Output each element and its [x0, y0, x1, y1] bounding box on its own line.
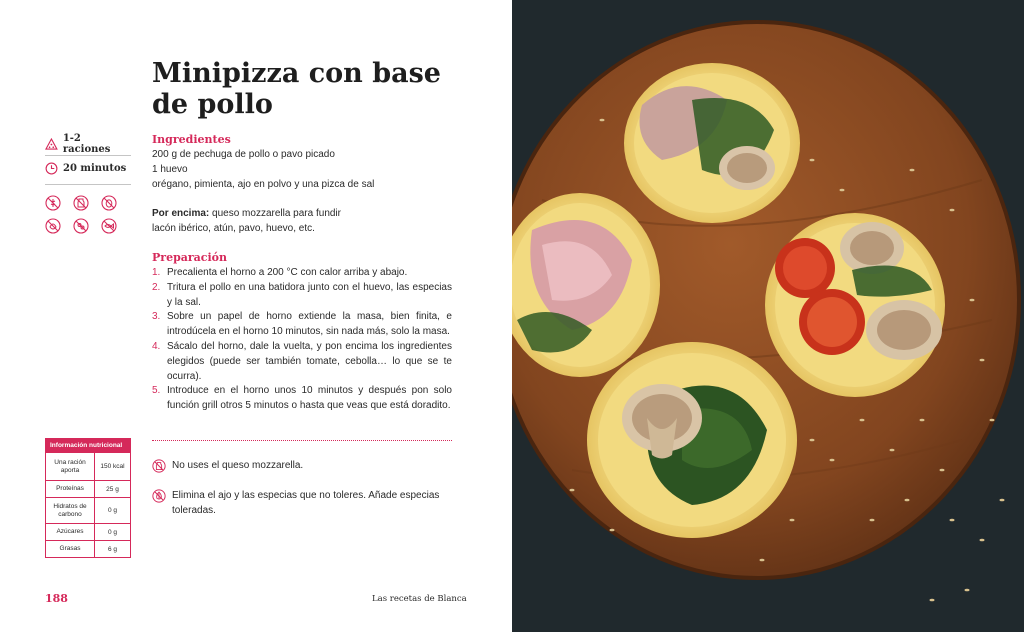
pizza-mushroom [587, 342, 797, 538]
step-number: 4. [152, 340, 161, 352]
time-label: 20 minutos [63, 163, 127, 174]
page-number: 188 [45, 592, 68, 605]
step-text: Tritura el pollo en una batidora junto con el huevo, las especias y la sal. [167, 281, 452, 308]
step-number: 2. [152, 281, 161, 293]
recipe-photo [512, 0, 1024, 632]
no-lactose-icon [73, 195, 89, 211]
tip-text: Elimina el ajo y las especias que no toleres. Añade especias toleradas. [172, 490, 440, 516]
topping-label: Por encima: [152, 208, 210, 219]
step-item [152, 266, 452, 281]
recipe-title [152, 58, 482, 120]
preparation-steps [152, 266, 452, 414]
step-text: Precalienta el horno a 200 °C con calor arriba y abajo. [167, 267, 408, 278]
recipe-title-line-1: Minipizza con base [152, 58, 441, 89]
tip-item [152, 489, 452, 519]
allergen-icons [45, 195, 117, 234]
clock-icon [45, 162, 58, 175]
no-gluten-icon [45, 195, 61, 211]
no-lactose-icon [152, 459, 166, 473]
nutrition-row [46, 480, 130, 497]
nutrition-value: 6 g [107, 545, 118, 553]
no-nuts-icon [45, 218, 61, 234]
meta-divider [45, 155, 131, 156]
no-garlic-icon [152, 489, 166, 503]
nutrition-heading: Información nutricional [46, 439, 130, 452]
servings-label: 1-2 raciones [62, 133, 111, 155]
tip-item [152, 459, 452, 474]
preparation-heading: Preparación [152, 251, 228, 264]
step-text: Sácalo del horno, dale la vuelta, y pon encima los ingredientes elegidos (puede ser también tomate, cebolla… lo que se te ocurra). [167, 340, 452, 382]
nutrition-label: Una ración aporta [46, 453, 95, 480]
pizza-tomato [765, 213, 945, 397]
nutrition-row [46, 540, 130, 557]
nutrition-label: Grasas [46, 541, 95, 557]
nutrition-value: 25 g [106, 485, 119, 493]
step-number: 5. [152, 385, 161, 397]
topping-text: queso mozzarella para fundir [209, 208, 341, 219]
nutrition-label: Hidratos de carbono [46, 498, 95, 523]
servings-row [45, 133, 131, 155]
nutrition-row [46, 523, 130, 540]
nutrition-value: 0 g [107, 507, 118, 514]
recipe-title-line-2: de pollo [152, 89, 273, 120]
topping-line [152, 207, 341, 222]
step-text: Sobre un papel de horno extiende la masa, bien finita, e introdúcela en el horno 10 minutos, sin nada más, solo la masa. [167, 311, 452, 338]
running-title: Las recetas de Blanca [372, 594, 467, 604]
ingredient-line: orégano, pimienta, ajo en polvo y una pizca de sal [152, 179, 375, 190]
dotted-divider [152, 440, 452, 441]
nutrition-value: 150 kcal [100, 463, 125, 470]
no-egg-icon [101, 195, 117, 211]
ingredients-heading: Ingredientes [152, 133, 231, 146]
pizza-tuna [624, 63, 800, 223]
nutrition-value: 0 g [107, 528, 118, 536]
mini-pizza-photo [512, 0, 1024, 632]
no-soy-icon [73, 218, 89, 234]
tip-text: No uses el queso mozzarella. [172, 460, 304, 471]
step-number: 3. [152, 311, 161, 323]
step-item [152, 281, 452, 311]
nutrition-row [46, 497, 130, 523]
step-text: Introduce en el horno unos 10 minutos y después pon solo función grill otros 5 minutos o hasta que veas que está doradito. [167, 385, 452, 412]
step-item [152, 384, 452, 414]
step-item [152, 340, 452, 384]
ingredient-line: 200 g de pechuga de pollo o pavo picado [152, 149, 335, 160]
nutrition-table [45, 438, 131, 558]
step-number: 1. [152, 267, 161, 278]
step-item [152, 310, 452, 340]
meta-divider [45, 184, 131, 185]
ingredient-line: 1 huevo [152, 164, 188, 175]
nutrition-row [46, 452, 130, 480]
pizza-slice-icon [45, 138, 58, 151]
time-row [45, 162, 131, 175]
no-fish-icon [101, 218, 117, 234]
topping-line-2: lacón ibérico, atún, pavo, huevo, etc. [152, 223, 315, 234]
nutrition-label: Azúcares [46, 524, 95, 540]
nutrition-label: Proteínas [46, 481, 95, 497]
